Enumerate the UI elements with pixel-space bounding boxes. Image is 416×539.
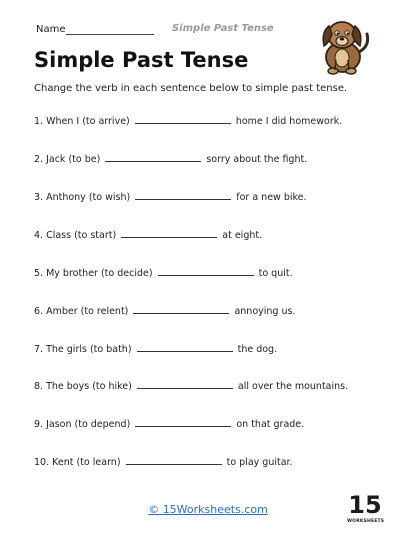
question-item: [34, 342, 277, 356]
question-rest: annoying us.: [234, 306, 296, 317]
site-link[interactable]: [148, 503, 268, 516]
question-prompt: 9. Jason (to depend): [34, 419, 131, 430]
question-prompt: 2. Jack (to be): [34, 154, 101, 165]
question-prompt: 8. The boys (to hike): [34, 381, 132, 392]
site-name: 15Worksheets.com: [162, 503, 268, 516]
question-rest: at eight.: [222, 230, 263, 241]
question-rest: the dog.: [237, 344, 278, 355]
answer-blank[interactable]: [135, 190, 231, 200]
question-item: [34, 190, 307, 204]
logo-word: WORKSHEETS: [347, 519, 385, 524]
worksheets-logo: [347, 491, 383, 531]
question-prompt: 3. Anthony (to wish): [34, 192, 131, 203]
question-prompt: 1. When I (to arrive): [34, 116, 130, 127]
question-prompt: 10. Kent (to learn): [34, 457, 121, 468]
question-item: [34, 266, 293, 280]
page-title: Simple Past Tense: [34, 48, 249, 72]
answer-blank[interactable]: [126, 455, 222, 465]
answer-blank[interactable]: [135, 417, 231, 427]
question-item: [34, 304, 295, 318]
worksheet-tag: Simple Past Tense: [172, 23, 274, 34]
question-rest: all over the mountains.: [237, 381, 349, 392]
answer-blank[interactable]: [137, 342, 233, 352]
dog-icon: [312, 14, 372, 76]
answer-blank[interactable]: [158, 266, 254, 276]
question-item: [34, 455, 293, 469]
question-prompt: 6. Amber (to relent): [34, 306, 129, 317]
answer-blank[interactable]: [105, 152, 201, 162]
question-item: [34, 379, 348, 393]
question-item: [34, 228, 262, 242]
question-rest: sorry about the fight.: [206, 154, 308, 165]
question-item: [34, 114, 342, 128]
question-prompt: 5. My brother (to decide): [34, 268, 153, 279]
answer-blank[interactable]: [135, 114, 231, 124]
answer-blank[interactable]: [133, 304, 229, 314]
question-rest: on that grade.: [236, 419, 305, 430]
copyright-symbol: ©: [148, 503, 160, 516]
name-label: Name: [36, 24, 66, 35]
logo-number: 15: [348, 491, 382, 519]
question-rest: to play guitar.: [226, 457, 293, 468]
worksheet-header: [36, 22, 286, 38]
instructions: Change the verb in each sentence below to simple past tense.: [34, 83, 348, 94]
question-prompt: 4. Class (to start): [34, 230, 117, 241]
question-item: [34, 152, 307, 166]
question-rest: for a new bike.: [236, 192, 307, 203]
name-field-line[interactable]: [66, 34, 154, 35]
question-rest: to quit.: [258, 268, 293, 279]
question-item: [34, 417, 304, 431]
question-rest: home I did homework.: [235, 116, 343, 127]
question-prompt: 7. The girls (to bath): [34, 344, 132, 355]
answer-blank[interactable]: [121, 228, 217, 238]
answer-blank[interactable]: [137, 379, 233, 389]
